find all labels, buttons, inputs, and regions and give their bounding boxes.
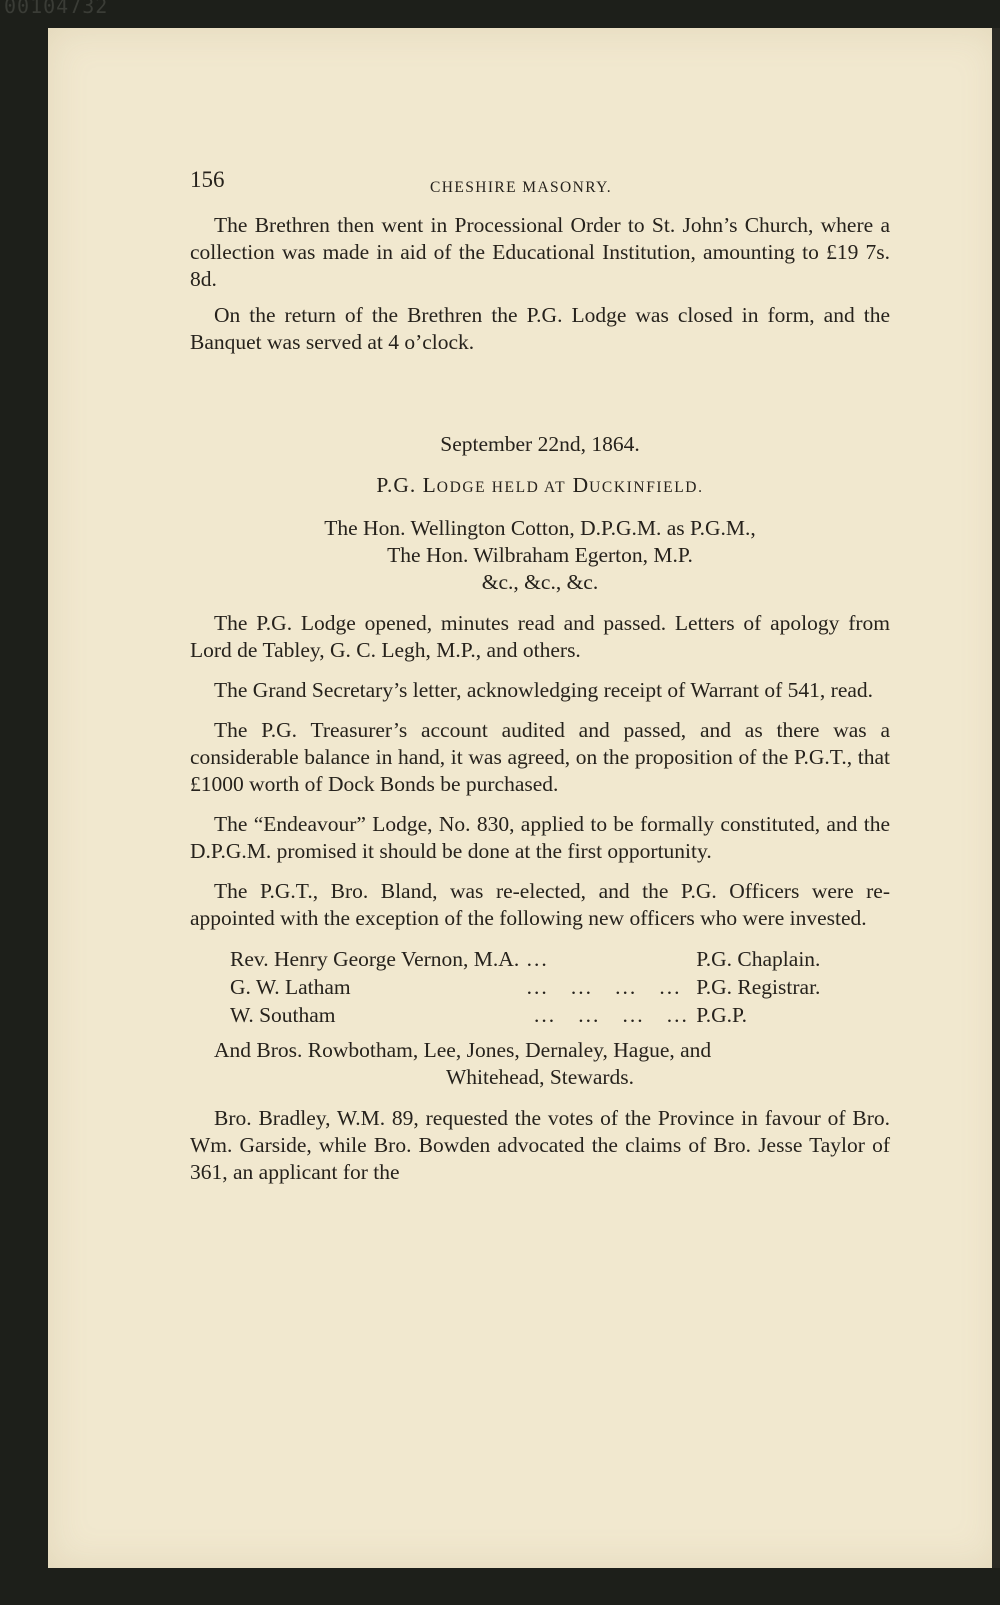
- stewards-line: Whitehead, Stewards.: [445, 1065, 635, 1089]
- paragraph-endeavour-lodge: The “Endeavour” Lodge, No. 830, applied to be formally constituted, and the D.P.G.M. promised it should be done at the first opportunity.: [190, 812, 890, 863]
- officer-name: G. W. Latham: [230, 975, 351, 999]
- page-content: [190, 160, 890, 1199]
- attendee-line: &c., &c., &c.: [481, 570, 599, 594]
- officer-row: [230, 973, 820, 1001]
- title-part: D: [566, 473, 590, 497]
- page-header: [190, 160, 890, 200]
- attendee-line: The Hon. Wellington Cotton, D.P.G.M. as P.G.M.,: [324, 516, 756, 540]
- page-number: 156: [190, 167, 225, 192]
- officer-name: Rev. Henry George Vernon, M.A.: [230, 947, 520, 971]
- paragraph-treasurer: The P.G. Treasurer’s account audited and passed, and as there was a considerable balance in hand, it was agreed, on the proposition of the P.G.T., that £1000 worth of Dock Bonds be purchased.: [190, 718, 890, 796]
- attendance-list: [190, 515, 890, 596]
- page-edge: [992, 28, 1000, 1568]
- running-head: CHESHIRE MASONRY.: [430, 179, 612, 196]
- section-spacer: [190, 365, 890, 431]
- paragraph-officers: The P.G.T., Bro. Bland, was re-elected, and the P.G. Officers were re-appointed with the exception of the following new officers who were invested.: [190, 879, 890, 930]
- paragraph-grand-secretary: The Grand Secretary’s letter, acknowledging receipt of Warrant of 541, read.: [214, 678, 874, 702]
- paragraph-opening: The P.G. Lodge opened, minutes read and passed. Letters of apology from Lord de Tabley, G. C. Legh, M.P., and others.: [190, 611, 890, 662]
- leader-dots: ... ... ... ...: [519, 975, 689, 999]
- officer-office: P.G.P.: [696, 1003, 748, 1027]
- paragraph-stewards: [190, 1037, 890, 1091]
- meeting-title: [190, 472, 890, 501]
- paragraph-procession: The Brethren then went in Processional Order to St. John’s Church, where a collection was made in aid of the Educational Institution, amounting to £19 7s. 8d.: [190, 213, 890, 291]
- scan-id-label: 00104732: [4, 0, 109, 18]
- stewards-line: And Bros. Rowbotham, Lee, Jones, Dernaley, Hague, and: [214, 1038, 712, 1062]
- title-smallcaps: UCKINFIELD.: [589, 479, 704, 496]
- title-part: P.G. L: [376, 473, 437, 497]
- meeting-date: September 22nd, 1864.: [440, 432, 640, 456]
- leader-dots: ...: [519, 947, 557, 971]
- officers-table: [230, 945, 820, 1029]
- paragraph-votes: Bro. Bradley, W.M. 89, requested the votes of the Province in favour of Bro. Wm. Garside, while Bro. Bowden advocated the claims of Bro. Jesse Taylor of 361, an applicant for the: [190, 1106, 890, 1184]
- officer-office: P.G. Chaplain.: [696, 947, 821, 971]
- title-smallcaps: ODGE HELD AT: [436, 479, 567, 496]
- attendee-line: The Hon. Wilbraham Egerton, M.P.: [387, 543, 693, 567]
- leader-dots: ... ... ... ...: [519, 1003, 697, 1027]
- officer-row: [230, 1001, 820, 1029]
- officer-office: P.G. Registrar.: [696, 975, 821, 999]
- paragraph-closing: On the return of the Brethren the P.G. Lodge was closed in form, and the Banquet was served at 4 o’clock.: [190, 303, 890, 354]
- officer-name: W. Southam: [230, 1003, 336, 1027]
- officer-row: [230, 945, 820, 973]
